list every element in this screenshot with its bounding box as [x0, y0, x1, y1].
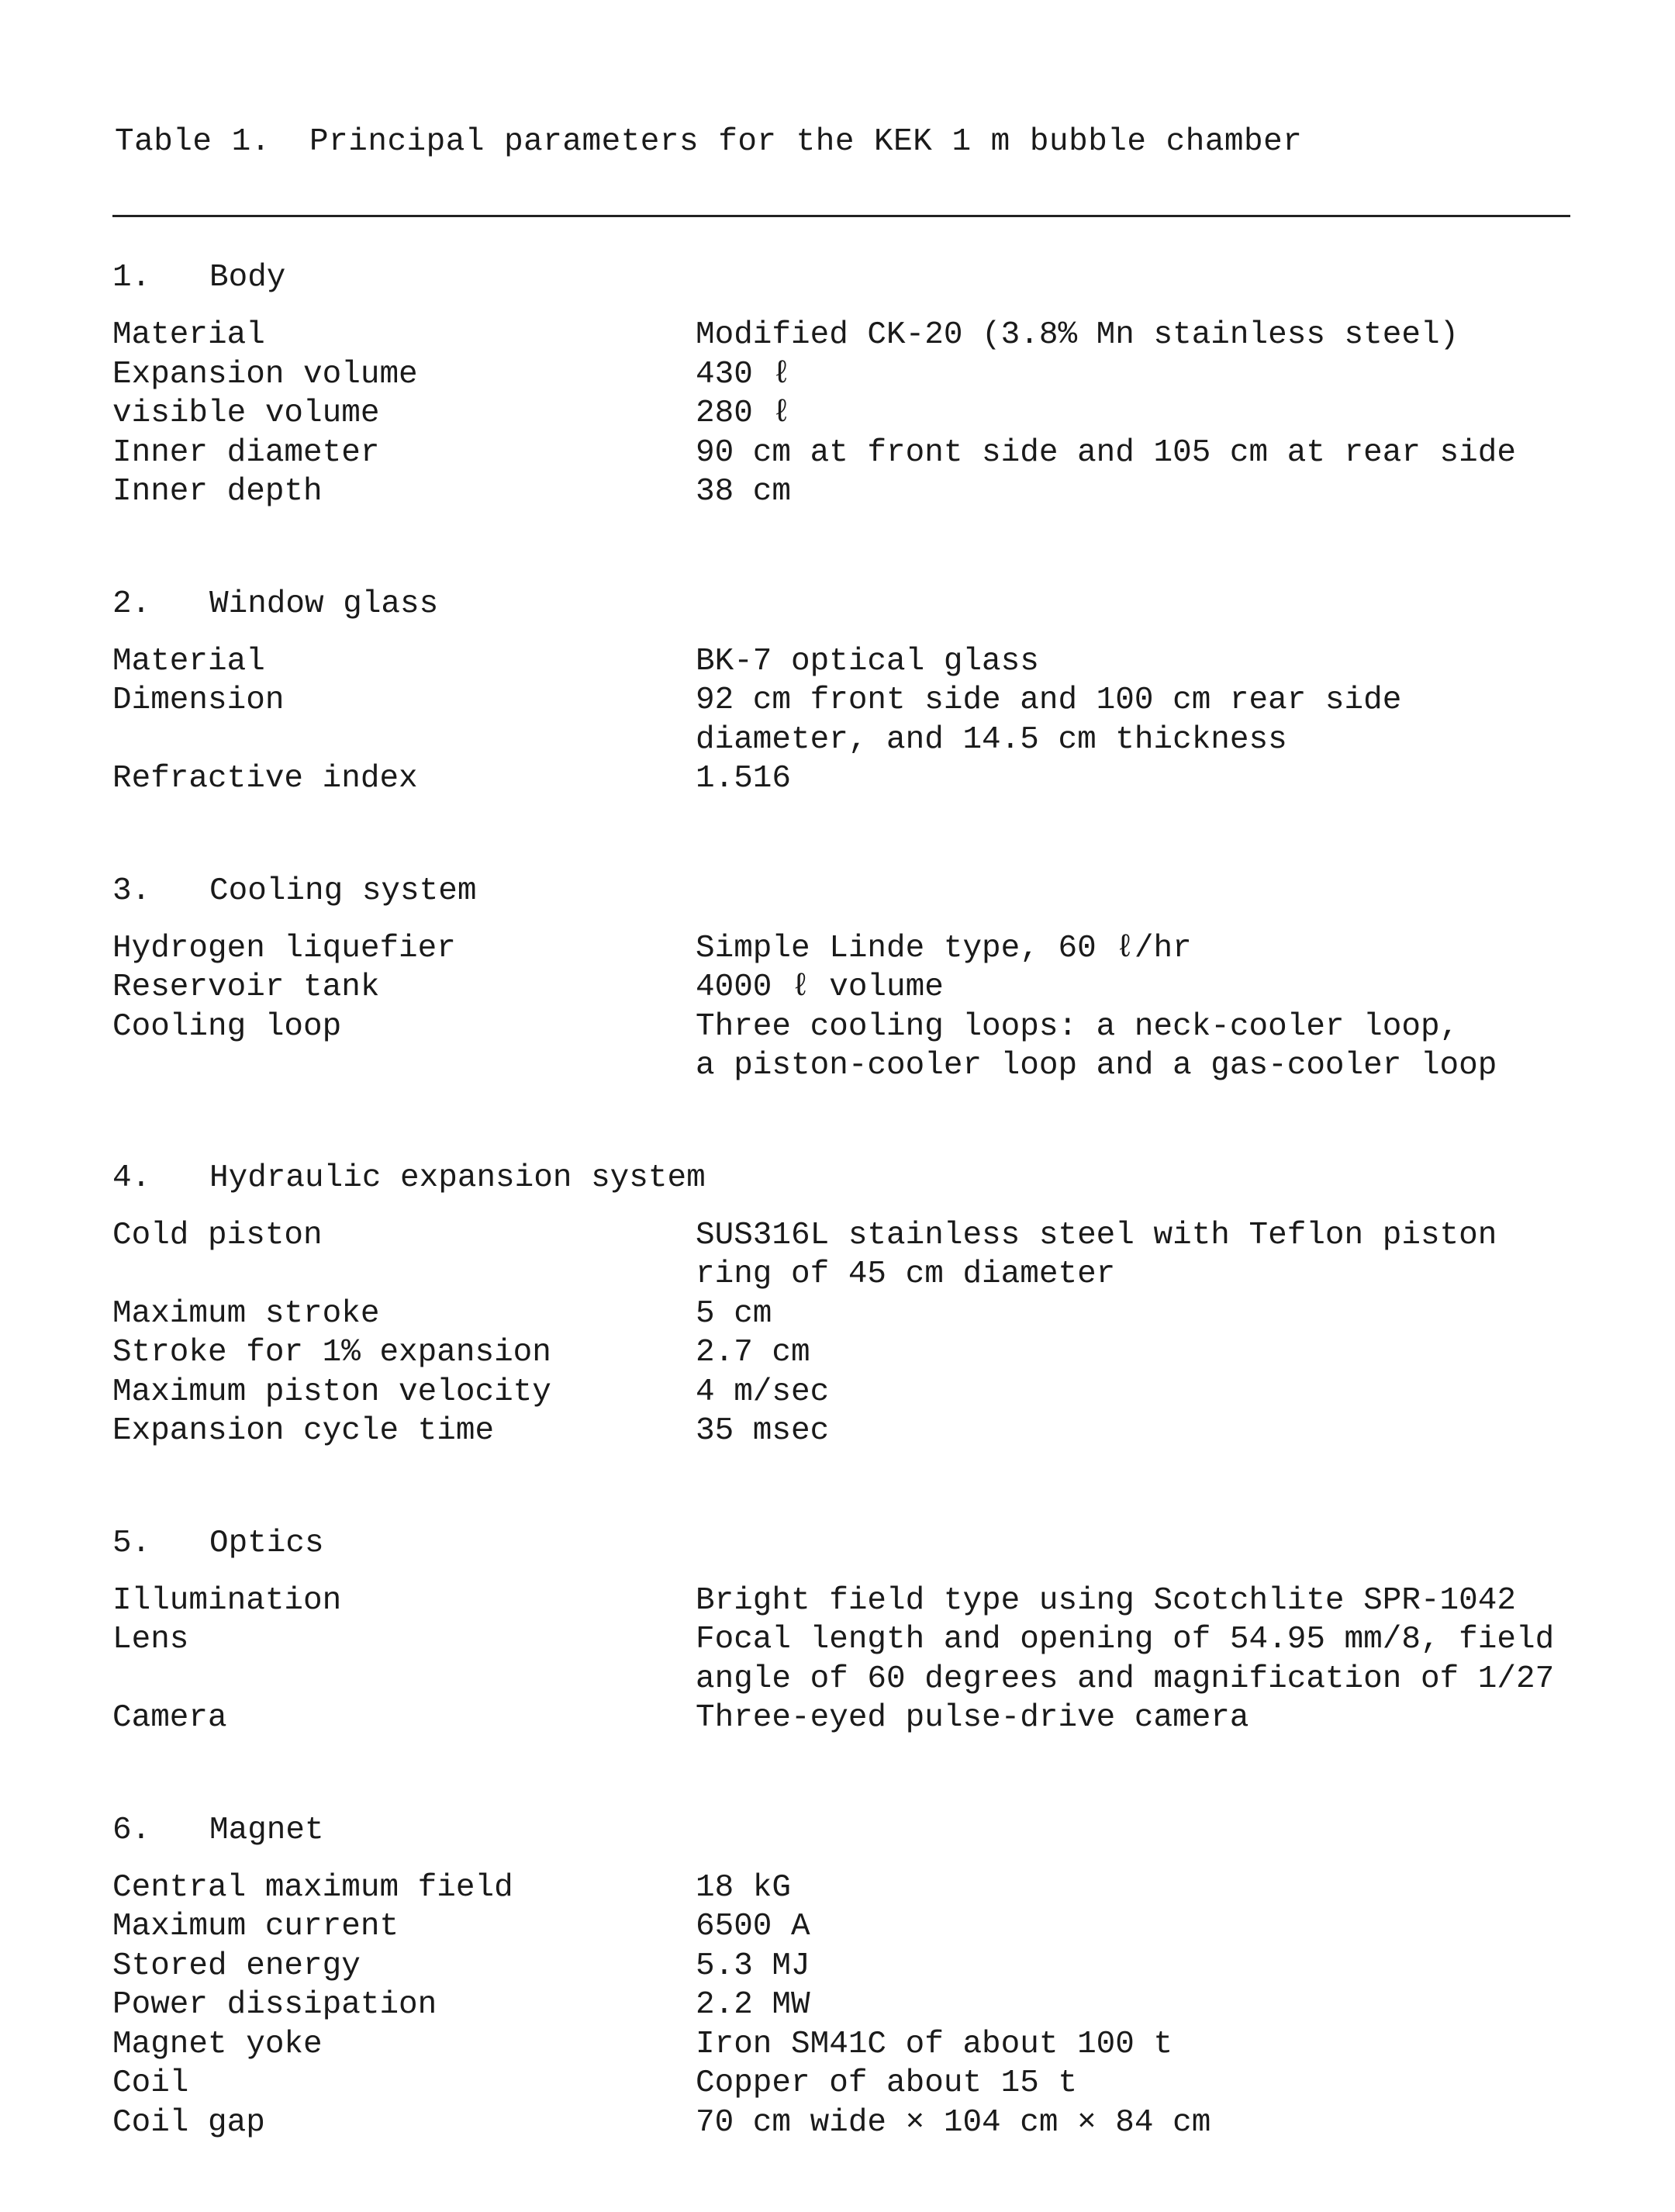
parameter-value-line: BK-7 optical glass	[696, 643, 1039, 679]
parameter-value	[696, 1986, 1570, 2025]
parameter-value	[696, 2025, 1570, 2065]
parameter-value	[696, 2103, 1570, 2143]
parameter-value-line: 4 m/sec	[696, 1374, 830, 1410]
parameter-label: Inner depth	[112, 474, 323, 510]
parameter-value-line: 90 cm at front side and 105 cm at rear side	[696, 434, 1516, 471]
section-spacer	[112, 799, 1570, 869]
parameter-label: Stroke for 1% expansion	[112, 1335, 551, 1370]
parameter-row	[112, 1581, 1570, 1621]
parameter-value-line: SUS316L stainless steel with Teflon piston	[696, 1217, 1497, 1253]
parameter-value-line: 1.516	[696, 761, 792, 797]
parameter-value-line: Simple Linde type, 60 ℓ/hr	[696, 930, 1192, 966]
parameter-label: Expansion cycle time	[112, 1413, 495, 1449]
parameter-row	[112, 472, 1570, 512]
parameter-value	[696, 316, 1570, 355]
parameter-value	[696, 1581, 1570, 1621]
parameter-value	[696, 1333, 1570, 1373]
parameter-row	[112, 434, 1570, 473]
parameter-label: Central maximum field	[112, 1869, 513, 1906]
section-spacer	[112, 1451, 1570, 1522]
parameter-label: Cold piston	[112, 1217, 323, 1253]
parameter-row	[112, 1620, 1570, 1699]
parameter-value	[696, 355, 1570, 395]
parameter-label: Stored energy	[112, 1948, 361, 1984]
section-title: Hydraulic expansion system	[209, 1160, 706, 1196]
section-title: Magnet	[209, 1812, 324, 1848]
parameter-row	[112, 1699, 1570, 1738]
parameter-row	[112, 394, 1570, 434]
parameter-row	[112, 316, 1570, 355]
parameter-rows	[112, 1868, 1570, 2143]
section-heading	[112, 1156, 1570, 1200]
section-heading	[112, 1809, 1570, 1852]
parameter-label: Cooling loop	[112, 1008, 342, 1045]
parameter-value-line: Modified CK-20 (3.8% Mn stainless steel)	[696, 317, 1459, 353]
parameter-row	[112, 1373, 1570, 1412]
parameter-label: visible volume	[112, 396, 380, 431]
section	[112, 256, 1570, 512]
section-title: Cooling system	[209, 873, 477, 909]
parameter-label: Reservoir tank	[112, 969, 380, 1005]
parameter-row	[112, 1294, 1570, 1334]
section-heading	[112, 256, 1570, 299]
section-number: 6.	[112, 1812, 151, 1848]
parameter-rows	[112, 1581, 1570, 1738]
section-title: Body	[209, 260, 286, 296]
parameter-value-line: 280 ℓ	[696, 396, 792, 431]
parameter-value-line: Iron SM41C of about 100 t	[696, 2026, 1173, 2062]
section	[112, 1156, 1570, 1451]
parameter-row	[112, 2064, 1570, 2103]
parameter-label: Illumination	[112, 1582, 342, 1619]
parameter-row	[112, 1907, 1570, 1947]
section-number: 3.	[112, 873, 151, 909]
parameter-value-line: 2.7 cm	[696, 1335, 810, 1370]
parameter-label: Inner diameter	[112, 434, 380, 471]
parameter-rows	[112, 642, 1570, 799]
parameter-label: Material	[112, 643, 265, 679]
section	[112, 1522, 1570, 1738]
parameter-value	[696, 1699, 1570, 1738]
parameter-value-line: 5.3 MJ	[696, 1948, 810, 1984]
section-spacer	[112, 1738, 1570, 1809]
parameter-value	[696, 1947, 1570, 1986]
parameter-value-line: 70 cm wide × 104 cm × 84 cm	[696, 2104, 1211, 2141]
parameter-row	[112, 968, 1570, 1007]
parameter-value	[696, 394, 1570, 434]
parameter-value	[696, 1216, 1570, 1294]
parameter-label: Maximum piston velocity	[112, 1374, 551, 1410]
parameter-table	[112, 256, 1570, 2142]
section	[112, 582, 1570, 799]
parameter-value	[696, 1868, 1570, 1908]
parameter-rows	[112, 316, 1570, 512]
parameter-value	[696, 929, 1570, 969]
parameter-value-line: a piston-cooler loop and a gas-cooler loop	[696, 1048, 1497, 1084]
parameter-row	[112, 1947, 1570, 1986]
parameter-row	[112, 355, 1570, 395]
parameter-label: Maximum current	[112, 1909, 399, 1944]
parameter-value-line: 5 cm	[696, 1295, 772, 1332]
section-number: 1.	[112, 260, 151, 296]
section-number: 5.	[112, 1525, 151, 1561]
parameter-label: Dimension	[112, 683, 285, 718]
section-spacer	[112, 1086, 1570, 1156]
section-heading	[112, 869, 1570, 913]
parameter-value	[696, 681, 1570, 759]
parameter-row	[112, 681, 1570, 759]
parameter-value	[696, 1907, 1570, 1947]
parameter-value	[696, 759, 1570, 799]
parameter-value-line: Copper of about 15 t	[696, 2065, 1078, 2101]
parameter-value	[696, 434, 1570, 473]
parameter-value-line: Bright field type using Scotchlite SPR-1042	[696, 1582, 1516, 1619]
parameter-label: Magnet yoke	[112, 2026, 323, 2062]
parameter-value	[696, 472, 1570, 512]
parameter-rows	[112, 1216, 1570, 1451]
parameter-row	[112, 1216, 1570, 1294]
parameter-row	[112, 642, 1570, 682]
parameter-value-line: 6500 A	[696, 1909, 810, 1944]
parameter-value-line: diameter, and 14.5 cm thickness	[696, 721, 1287, 758]
parameter-value	[696, 1007, 1570, 1086]
parameter-row	[112, 1007, 1570, 1086]
parameter-label: Lens	[112, 1622, 189, 1657]
parameter-row	[112, 1986, 1570, 2025]
parameter-value-line: 18 kG	[696, 1869, 792, 1906]
parameter-rows	[112, 929, 1570, 1086]
parameter-value-line: 4000 ℓ volume	[696, 969, 944, 1005]
parameter-value	[696, 642, 1570, 682]
parameter-row	[112, 759, 1570, 799]
parameter-label: Coil	[112, 2065, 189, 2101]
parameter-label: Maximum stroke	[112, 1295, 380, 1332]
parameter-row	[112, 1333, 1570, 1373]
parameter-value-line: 2.2 MW	[696, 1987, 810, 2023]
parameter-row	[112, 2103, 1570, 2143]
parameter-row	[112, 2025, 1570, 2065]
parameter-value	[696, 968, 1570, 1007]
parameter-label: Material	[112, 317, 265, 353]
parameter-value-line: 38 cm	[696, 474, 792, 510]
section-heading	[112, 1522, 1570, 1565]
section	[112, 869, 1570, 1086]
parameter-value-line: 35 msec	[696, 1413, 830, 1449]
section-heading	[112, 582, 1570, 626]
section-number: 2.	[112, 586, 151, 622]
parameter-label: Refractive index	[112, 761, 418, 797]
parameter-value	[696, 1294, 1570, 1334]
parameter-label: Camera	[112, 1700, 227, 1736]
parameter-value	[696, 1412, 1570, 1451]
parameter-value-line: 430 ℓ	[696, 356, 792, 392]
parameter-value-line: ring of 45 cm diameter	[696, 1256, 1116, 1292]
parameter-value-line: 92 cm front side and 100 cm rear side	[696, 683, 1402, 718]
parameter-value	[696, 1620, 1570, 1699]
parameter-row	[112, 1412, 1570, 1451]
section-title: Window glass	[209, 586, 439, 622]
parameter-value-line: Three cooling loops: a neck-cooler loop,	[696, 1008, 1459, 1045]
parameter-value-line: angle of 60 degrees and magnification of 1/27	[696, 1661, 1555, 1697]
parameter-value	[696, 1373, 1570, 1412]
parameter-row	[112, 1868, 1570, 1908]
parameter-label: Power dissipation	[112, 1987, 437, 2023]
parameter-label: Hydrogen liquefier	[112, 930, 456, 966]
section-number: 4.	[112, 1160, 151, 1196]
parameter-value-line: Focal length and opening of 54.95 mm/8, field	[696, 1622, 1555, 1657]
section	[112, 1809, 1570, 2143]
parameter-value-line: Three-eyed pulse-drive camera	[696, 1700, 1249, 1736]
parameter-row	[112, 929, 1570, 969]
parameter-value	[696, 2064, 1570, 2103]
parameter-label: Coil gap	[112, 2104, 265, 2141]
parameter-label: Expansion volume	[112, 356, 418, 392]
section-spacer	[112, 512, 1570, 582]
table-caption: Table 1. Principal parameters for the KEK 1 m bubble chamber	[115, 124, 1303, 160]
horizontal-rule	[112, 215, 1570, 217]
section-title: Optics	[209, 1525, 324, 1561]
